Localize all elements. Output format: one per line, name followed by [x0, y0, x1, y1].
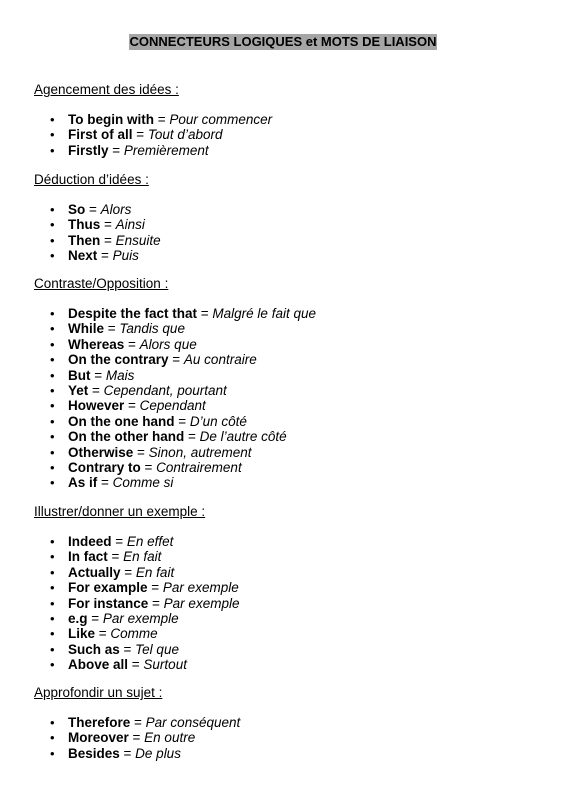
list-item: [34, 580, 534, 595]
section-heading: Contraste/Opposition :: [34, 276, 169, 291]
english-term: In fact: [68, 549, 108, 565]
french-translation: Malgré le fait que: [212, 306, 316, 321]
list-item: [34, 143, 534, 158]
bullet-icon: •: [50, 534, 55, 549]
bullet-icon: •: [50, 352, 55, 368]
bullet-icon: •: [50, 248, 55, 264]
english-term: While: [68, 321, 104, 337]
bullet-icon: •: [50, 657, 55, 673]
equals-sign: =: [132, 127, 148, 143]
equals-sign: =: [124, 398, 140, 414]
french-translation: En outre: [144, 730, 196, 746]
list-item: [34, 127, 534, 142]
title-wrapper: [0, 33, 566, 51]
equals-sign: =: [128, 730, 145, 746]
french-translation: De l’autre côté: [199, 429, 287, 445]
bullet-icon: •: [50, 232, 55, 248]
english-term: To begin with: [68, 112, 154, 127]
equals-sign: =: [100, 232, 116, 248]
page-title: CONNECTEURS LOGIQUES et MOTS DE LIAISON: [129, 34, 437, 49]
equals-sign: =: [97, 475, 113, 491]
bullet-icon: •: [50, 321, 55, 337]
list-item: [34, 352, 534, 367]
french-translation: Comme si: [112, 475, 174, 491]
bullet-icon: •: [50, 595, 55, 611]
french-translation: Ainsi: [115, 217, 145, 233]
list-item: [34, 715, 534, 730]
equals-sign: =: [128, 657, 144, 673]
french-translation: Contrairement: [156, 460, 242, 476]
french-translation: En fait: [135, 564, 175, 580]
section-illustrer: [34, 504, 534, 673]
equals-sign: =: [124, 336, 140, 352]
bullet-icon: •: [50, 398, 55, 414]
english-term: For instance: [68, 595, 149, 611]
english-term: On the one hand: [68, 413, 175, 429]
equals-sign: =: [87, 611, 103, 627]
english-term: For example: [68, 580, 148, 596]
bullet-icon: •: [50, 580, 55, 596]
english-term: Firstly: [68, 142, 109, 158]
english-term: e.g: [68, 611, 88, 627]
french-translation: Mais: [105, 367, 135, 383]
english-term: Therefore: [68, 715, 131, 730]
equals-sign: =: [104, 321, 120, 337]
list-item: [34, 475, 534, 490]
list-item: [34, 657, 534, 672]
french-translation: En effet: [126, 534, 174, 549]
french-translation: Cependant: [139, 398, 206, 414]
item-list: [34, 534, 534, 673]
equals-sign: =: [120, 564, 136, 580]
equals-sign: =: [111, 534, 127, 549]
bullet-icon: •: [50, 127, 55, 143]
english-term: Besides: [68, 745, 120, 761]
item-list: [34, 306, 534, 491]
equals-sign: =: [95, 626, 111, 642]
list-item: [34, 642, 534, 657]
list-item: [34, 460, 534, 475]
equals-sign: =: [88, 383, 104, 399]
bullet-icon: •: [50, 367, 55, 383]
english-term: Next: [68, 248, 98, 264]
section-heading: Approfondir un sujet :: [34, 685, 163, 700]
french-translation: Puis: [112, 248, 139, 264]
equals-sign: =: [107, 549, 124, 565]
list-item: [34, 611, 534, 626]
list-item: [34, 337, 534, 352]
french-translation: Tel que: [135, 641, 179, 657]
english-term: Moreover: [68, 730, 129, 746]
bullet-icon: •: [50, 202, 55, 217]
english-term: But: [68, 367, 91, 383]
french-translation: Surtout: [143, 657, 187, 673]
list-item: [34, 306, 534, 321]
list-item: [34, 321, 534, 336]
french-translation: Au contraire: [183, 352, 257, 368]
equals-sign: =: [174, 413, 190, 429]
french-translation: De plus: [135, 745, 181, 761]
english-term: As if: [68, 475, 98, 491]
list-item: [34, 414, 534, 429]
french-translation: Ensuite: [115, 232, 161, 248]
equals-sign: =: [184, 429, 200, 445]
french-translation: D’un côté: [189, 413, 247, 429]
bullet-icon: •: [50, 626, 55, 642]
equals-sign: =: [168, 352, 184, 368]
section-deduction: [34, 172, 534, 264]
french-translation: Premièrement: [123, 142, 209, 158]
section-heading: Agencement des idées :: [34, 82, 179, 97]
list-item: [34, 626, 534, 641]
list-item: [34, 565, 534, 580]
equals-sign: =: [197, 306, 213, 321]
equals-sign: =: [130, 715, 146, 730]
bullet-icon: •: [50, 413, 55, 429]
english-term: Such as: [68, 641, 120, 657]
equals-sign: =: [97, 248, 113, 264]
list-item: [34, 233, 534, 248]
english-term: Yet: [68, 383, 89, 399]
list-item: [34, 534, 534, 549]
bullet-icon: •: [50, 549, 55, 565]
section-heading: Illustrer/donner un exemple :: [34, 504, 206, 519]
bullet-icon: •: [50, 142, 55, 158]
french-translation: Alors que: [139, 336, 197, 352]
bullet-icon: •: [50, 730, 55, 746]
bullet-icon: •: [50, 611, 55, 627]
french-translation: Pour commencer: [169, 112, 273, 127]
french-translation: Cependant, pourtant: [103, 383, 227, 399]
item-list: [34, 112, 534, 158]
french-translation: Par exemple: [163, 595, 240, 611]
item-list: [34, 202, 534, 264]
equals-sign: =: [90, 367, 106, 383]
equals-sign: =: [85, 202, 101, 217]
list-item: [34, 217, 534, 232]
bullet-icon: •: [50, 745, 55, 761]
equals-sign: =: [153, 112, 170, 127]
section-agencement: [34, 82, 534, 158]
bullet-icon: •: [50, 383, 55, 399]
french-translation: Par conséquent: [145, 715, 241, 730]
english-term: Above all: [68, 657, 129, 673]
list-item: [34, 368, 534, 383]
english-term: Then: [68, 232, 101, 248]
english-term: Thus: [68, 217, 101, 233]
english-term: However: [68, 398, 125, 414]
english-term: On the other hand: [68, 429, 185, 445]
bullet-icon: •: [50, 715, 55, 730]
english-term: Like: [68, 626, 96, 642]
list-item: [34, 248, 534, 263]
list-item: [34, 202, 534, 217]
equals-sign: =: [119, 745, 136, 761]
french-translation: Tandis que: [119, 321, 185, 337]
equals-sign: =: [147, 580, 163, 596]
bullet-icon: •: [50, 217, 55, 233]
equals-sign: =: [100, 217, 116, 233]
bullet-icon: •: [50, 475, 55, 491]
french-translation: Par exemple: [102, 611, 179, 627]
equals-sign: =: [148, 595, 164, 611]
bullet-icon: •: [50, 564, 55, 580]
list-item: [34, 549, 534, 564]
list-item: [34, 596, 534, 611]
english-term: Indeed: [68, 534, 112, 549]
french-translation: Alors: [100, 202, 132, 217]
list-item: [34, 398, 534, 413]
french-translation: Tout d’abord: [147, 127, 223, 143]
french-translation: Comme: [110, 626, 158, 642]
english-term: Contrary to: [68, 460, 141, 476]
french-translation: Par exemple: [162, 580, 239, 596]
english-term: First of all: [68, 127, 133, 143]
list-item: [34, 383, 534, 398]
list-item: [34, 730, 534, 745]
equals-sign: =: [133, 444, 149, 460]
bullet-icon: •: [50, 460, 55, 476]
english-term: So: [68, 202, 86, 217]
bullet-icon: •: [50, 306, 55, 321]
bullet-icon: •: [50, 429, 55, 445]
french-translation: Sinon, autrement: [148, 444, 252, 460]
section-contraste: [34, 276, 534, 491]
english-term: Otherwise: [68, 444, 134, 460]
bullet-icon: •: [50, 112, 55, 127]
list-item: [34, 445, 534, 460]
english-term: Whereas: [68, 336, 125, 352]
list-item: [34, 429, 534, 444]
section-heading: Déduction d’idées :: [34, 172, 149, 187]
equals-sign: =: [108, 142, 124, 158]
equals-sign: =: [140, 460, 157, 476]
section-approfondir: [34, 685, 534, 761]
english-term: On the contrary: [68, 352, 169, 368]
bullet-icon: •: [50, 336, 55, 352]
equals-sign: =: [119, 641, 136, 657]
item-list: [34, 715, 534, 761]
list-item: [34, 112, 534, 127]
french-translation: En fait: [123, 549, 162, 565]
english-term: Despite the fact that: [68, 306, 198, 321]
bullet-icon: •: [50, 641, 55, 657]
bullet-icon: •: [50, 444, 55, 460]
english-term: Actually: [68, 564, 121, 580]
list-item: [34, 746, 534, 761]
